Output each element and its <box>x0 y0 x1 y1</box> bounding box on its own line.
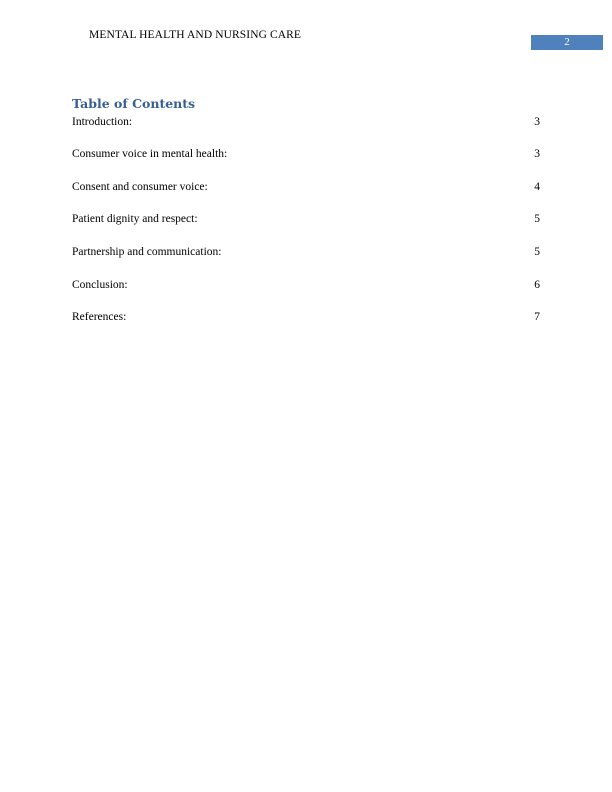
toc-entry-page: 7 <box>534 311 540 323</box>
toc-entry-title: Patient dignity and respect: <box>72 213 198 225</box>
toc-entry-page: 4 <box>534 181 540 193</box>
toc-entry-partnership[interactable] <box>72 244 540 260</box>
toc-entry-title: Consumer voice in mental health: <box>72 148 228 160</box>
toc-entry-conclusion[interactable] <box>72 277 540 293</box>
toc-entry-title: Partnership and communication: <box>72 246 222 258</box>
toc-entry-consumer-voice[interactable] <box>72 146 540 162</box>
toc-entry-page: 3 <box>534 148 540 160</box>
toc-entry-title: References: <box>72 311 127 323</box>
running-head: MENTAL HEALTH AND NURSING CARE <box>89 29 302 41</box>
toc-entry-page: 5 <box>534 213 540 225</box>
toc-entry-page: 3 <box>534 116 540 128</box>
toc-entry-references[interactable] <box>72 309 540 325</box>
toc-entry-page: 6 <box>534 279 540 291</box>
toc-entry-dignity[interactable] <box>72 211 540 227</box>
toc-heading: Table of Contents <box>72 96 196 111</box>
toc-entry-title: Consent and consumer voice: <box>72 181 208 193</box>
page-number-badge: 2 <box>531 35 603 50</box>
toc-entry-title: Introduction: <box>72 116 133 128</box>
toc-entry-introduction[interactable] <box>72 114 540 130</box>
toc-entry-title: Conclusion: <box>72 279 128 291</box>
toc-entry-page: 5 <box>534 246 540 258</box>
toc-entry-consent[interactable] <box>72 179 540 195</box>
